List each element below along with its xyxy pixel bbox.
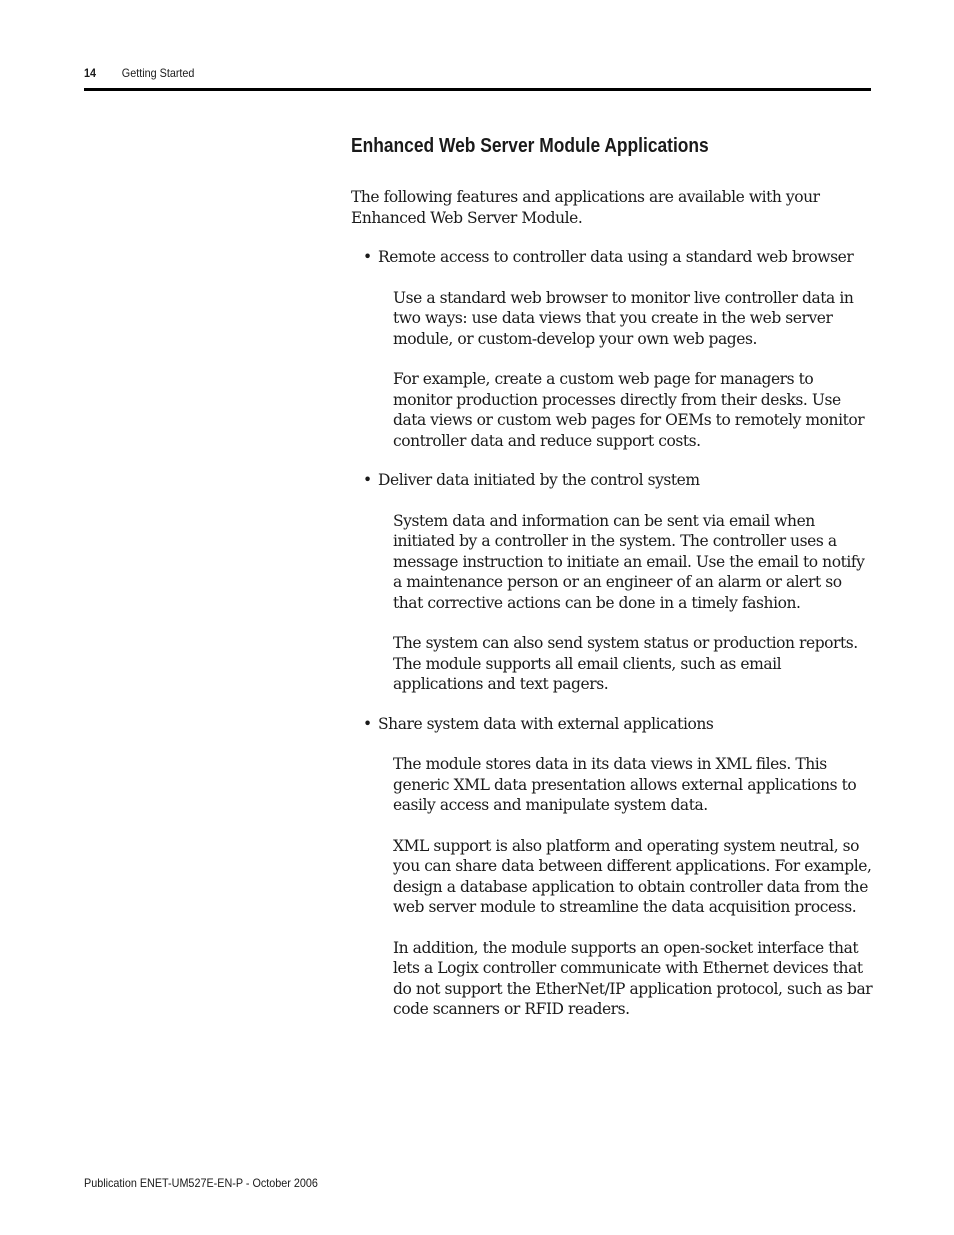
- running-section-title: Getting Started: [121, 66, 195, 80]
- bullet-marker: •: [363, 714, 373, 733]
- intro-paragraph: The following features and applications are available with your Enhanced Web Server Module.: [351, 188, 820, 227]
- page-number: 14: [84, 66, 97, 80]
- main-content: [351, 132, 881, 1020]
- bullet-lead: Remote access to controller data using a standard web browser: [378, 248, 854, 266]
- body-paragraph: The module stores data in its data views in XML files. This generic XML data presentation allows external applications to easily access and manipulate system data.: [393, 755, 857, 814]
- body-paragraph: The system can also send system status or production reports. The module supports all email clients, such as email applications and text pagers.: [393, 634, 858, 693]
- body-paragraph: System data and information can be sent via email when initiated by a controller in the system. The controller uses a message instruction to initiate an email. Use the email to notify a maintenance person or an engineer of an alarm or alert so that corrective actions can be done in a timely fashion.: [393, 511, 865, 612]
- body-paragraph: For example, create a custom web page for managers to monitor production processes directly from their desks. Use data views or custom web pages for OEMs to remotely monitor controller data and reduce support costs.: [393, 370, 865, 450]
- bullet-marker: •: [363, 248, 373, 266]
- bullet-item-deliver-data: [363, 470, 881, 491]
- publication-footer: Publication ENET-UM527E-EN-P - October 2006: [84, 1176, 318, 1190]
- body-paragraph: Use a standard web browser to monitor live controller data in two ways: use data views that you create in the web server module, or custom-develop your own web pages.: [393, 288, 854, 348]
- header-rule: [84, 88, 871, 91]
- body-paragraph: In addition, the module supports an open-socket interface that lets a Logix controller communicate with Ethernet devices that do not support the EtherNet/IP application protocol, such as bar code scanners or RFID readers.: [393, 938, 873, 1018]
- body-paragraph: XML support is also platform and operating system neutral, so you can share data between different applications. For example, design a database application to obtain controller data from the web server module to streamline the data acquisition process.: [393, 836, 872, 916]
- section-heading: Enhanced Web Server Module Applications: [351, 135, 709, 157]
- bullet-lead: Share system data with external applications: [378, 714, 714, 733]
- bullet-lead: Deliver data initiated by the control system: [378, 471, 700, 489]
- bullet-marker: •: [363, 471, 373, 489]
- bullet-item-share-data: [363, 714, 881, 735]
- bullet-item-remote-access: [363, 247, 881, 268]
